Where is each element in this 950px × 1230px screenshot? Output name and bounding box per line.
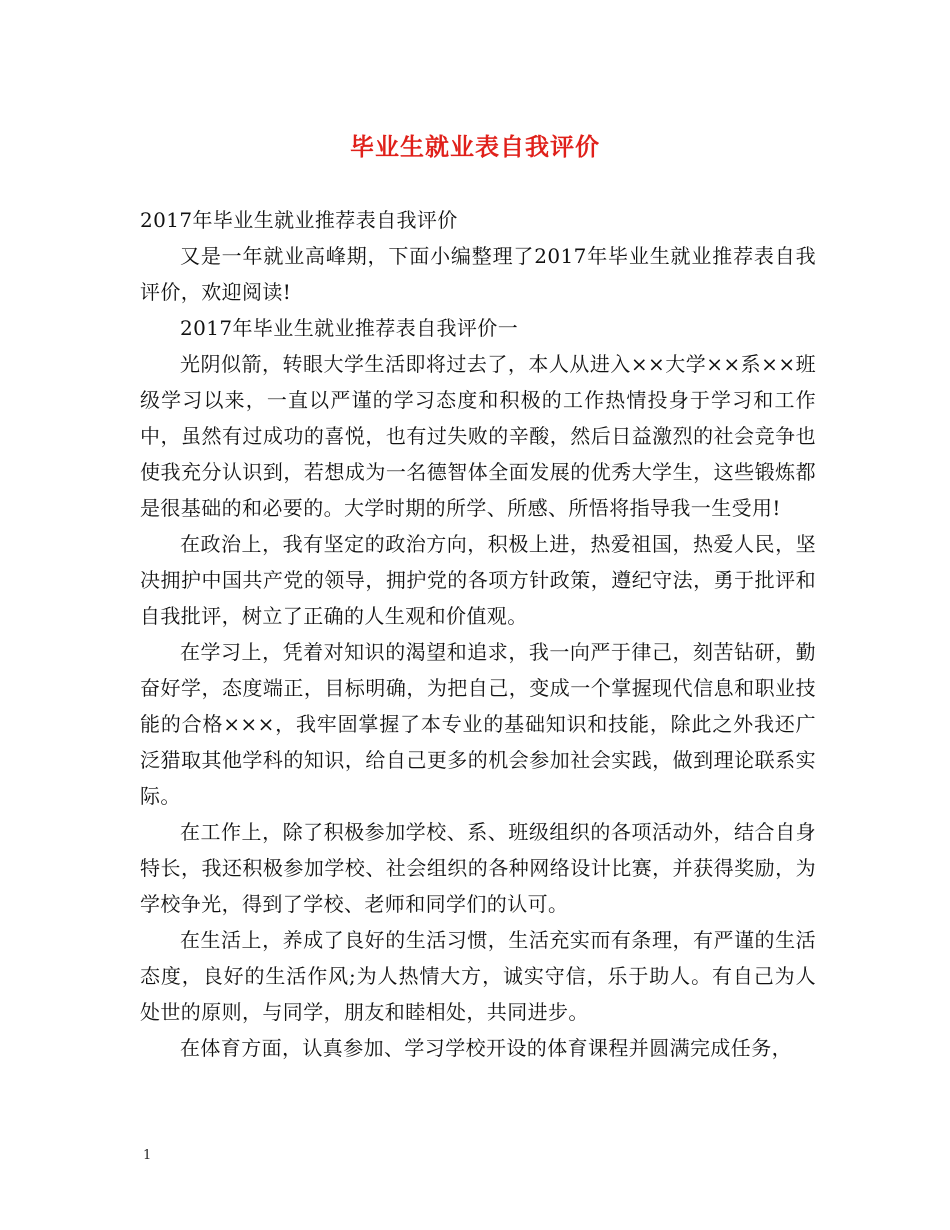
page-number: 1 (143, 1148, 152, 1163)
paragraph-work: 在工作上，除了积极参加学校、系、班级组织的各项活动外，结合自身特长，我还积极参加学校、社会组织的各种网络设计比赛，并获得奖励，为学校争光，得到了学校、老师和同学们的认可。 (140, 820, 816, 916)
document-body (140, 202, 816, 1066)
paragraph-overview: 光阴似箭，转眼大学生活即将过去了，本人从进入××大学××系××班级学习以来，一直以严谨的学习态度和积极的工作热情投身于学习和工作中，虽然有过成功的喜悦，也有过失败的辛酸，然后日益激烈的社会竞争也使我充分认识到，若想成为一名德智体全面发展的优秀大学生，这些锻炼都是很基础的和必要的。大学时期的所学、所感、所悟将指导我一生受用! (140, 352, 816, 520)
paragraph-intro: 又是一年就业高峰期，下面小编整理了2017年毕业生就业推荐表自我评价，欢迎阅读! (140, 244, 816, 304)
paragraph-section-heading: 2017年毕业生就业推荐表自我评价一 (180, 316, 519, 340)
document-title: 毕业生就业表自我评价 (350, 132, 600, 161)
paragraph-subtitle: 2017年毕业生就业推荐表自我评价 (140, 208, 458, 232)
paragraph-life: 在生活上，养成了良好的生活习惯，生活充实而有条理，有严谨的生活态度，良好的生活作风;为人热情大方，诚实守信，乐于助人。有自己为人处世的原则，与同学，朋友和睦相处，共同进步。 (140, 928, 816, 1024)
paragraph-sports: 在体育方面，认真参加、学习学校开设的体育课程并圆满完成任务， (180, 1036, 792, 1060)
paragraph-politics: 在政治上，我有坚定的政治方向，积极上进，热爱祖国，热爱人民，坚决拥护中国共产党的领导，拥护党的各项方针政策，遵纪守法，勇于批评和自我批评，树立了正确的人生观和价值观。 (140, 532, 816, 628)
paragraph-study: 在学习上，凭着对知识的渴望和追求，我一向严于律己，刻苦钻研，勤奋好学，态度端正，目标明确，为把自己，变成一个掌握现代信息和职业技能的合格×××，我牢固掌握了本专业的基础知识和技能，除此之外我还广泛猎取其他学科的知识，给自己更多的机会参加社会实践，做到理论联系实际。 (140, 640, 816, 808)
